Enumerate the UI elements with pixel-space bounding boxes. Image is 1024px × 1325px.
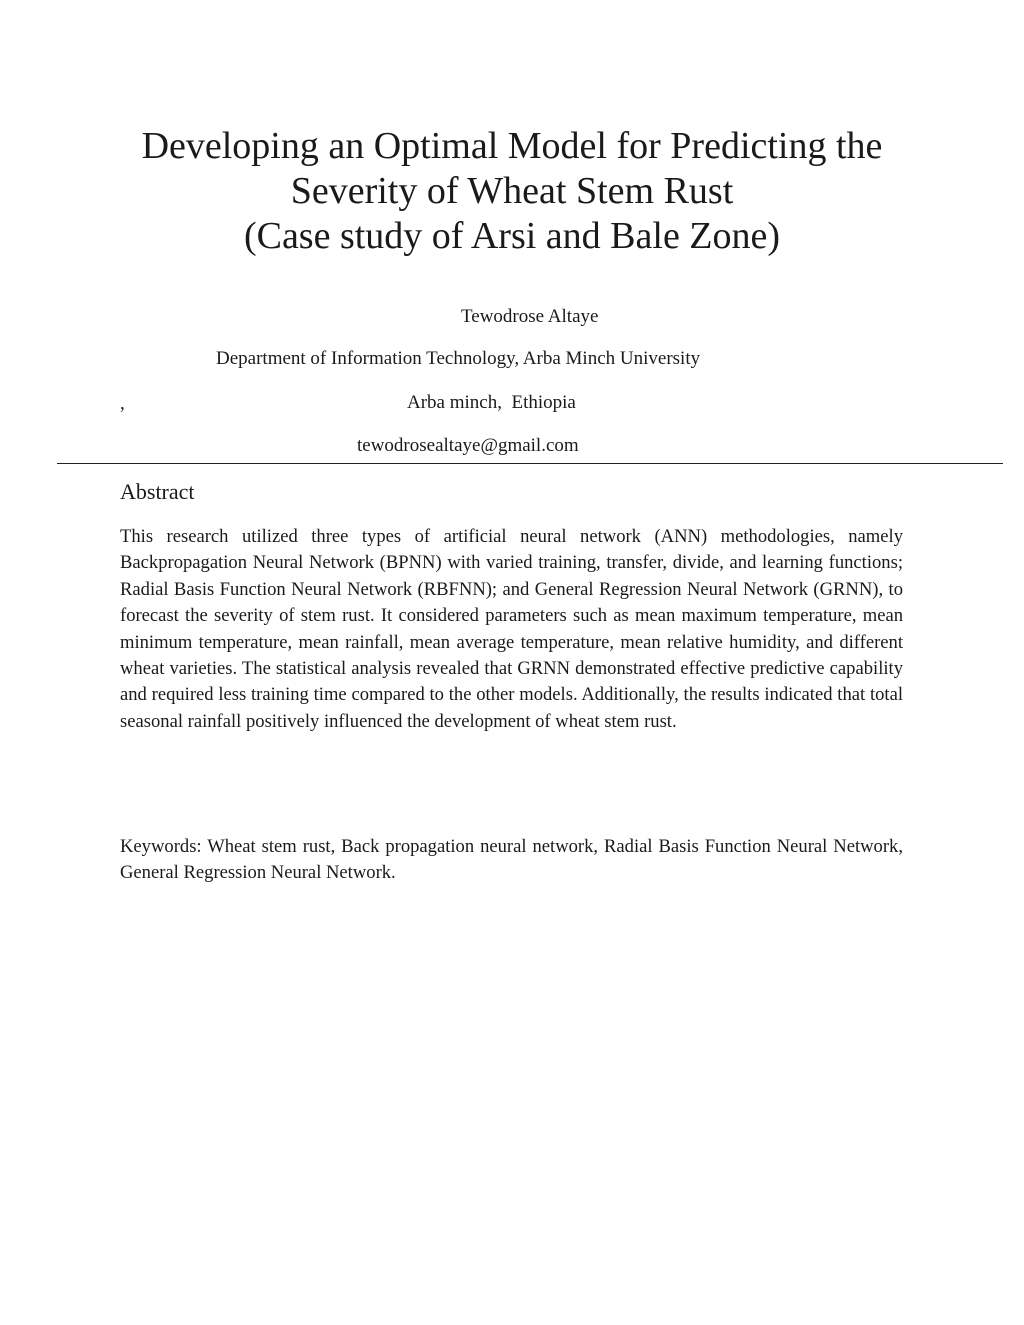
keywords-paragraph: Keywords: Wheat stem rust, Back propagation neural network, Radial Basis Function Neural Network, General Regression Neural Network. — [120, 836, 903, 884]
author-affiliation: Department of Information Technology, Arba Minch University — [216, 348, 701, 369]
header-divider — [57, 463, 1003, 464]
paper-title — [0, 124, 1024, 259]
title-line-3: (Case study of Arsi and Bale Zone) — [243, 215, 781, 257]
title-line-1: Developing an Optimal Model for Predicting the — [141, 125, 883, 167]
title-line-2: Severity of Wheat Stem Rust — [290, 170, 734, 212]
author-location: Arba minch, Ethiopia — [407, 392, 576, 413]
abstract-paragraph: This research utilized three types of artificial neural network (ANN) methodologies, namely Backpropagation Neural Network (BPNN) with varied training, transfer, divide, and learning functions; Radial Basis Function Neural Network (RBFNN); and General Regression Neural Network (GRNN), to forecast the severity of stem rust. It considered parameters such as mean maximum temperature, mean minimum temperature, mean rainfall, mean average temperature, mean relative humidity, and different wheat varieties. The statistical analysis revealed that GRNN demonstrated effective predictive capability and required less training time compared to the other models. Additionally, the results indicated that total seasonal rainfall positively influenced the development of wheat stem rust. — [120, 526, 903, 732]
author-name: Tewodrose Altaye — [461, 306, 599, 327]
author-email: tewodrosealtaye@gmail.com — [357, 435, 579, 456]
stray-comma: , — [120, 393, 125, 414]
abstract-heading: Abstract — [120, 479, 195, 504]
